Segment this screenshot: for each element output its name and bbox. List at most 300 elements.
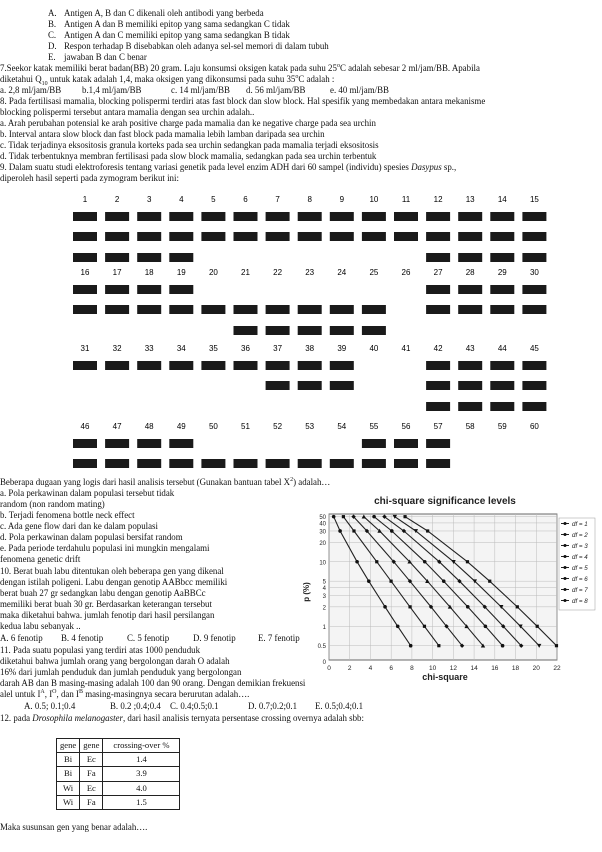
x-tick-label: 0 xyxy=(327,665,331,672)
y-tick-label: 50 xyxy=(319,515,326,522)
q10-stem: dengan istilah poligeni. Labu dengan genotip AABbcc memiliki xyxy=(0,577,228,587)
table-header: gene xyxy=(80,739,103,753)
zymogram-band xyxy=(298,326,322,335)
sample-label: 5 xyxy=(211,195,216,204)
zymogram-band xyxy=(426,439,450,448)
sample-label: 15 xyxy=(529,195,539,204)
zymogram-band xyxy=(266,381,290,390)
q10-option: D. 9 fenotip xyxy=(193,633,236,643)
q6-option-letter: B. xyxy=(48,19,57,29)
sample-label: 58 xyxy=(465,422,475,431)
zymogram-band xyxy=(490,232,514,241)
zymogram-band xyxy=(426,402,450,411)
zymogram-band xyxy=(201,459,225,468)
zymogram-band xyxy=(458,305,482,314)
x-tick-label: 2 xyxy=(347,665,352,672)
series-marker xyxy=(403,515,406,518)
zymogram-band xyxy=(137,459,161,468)
zymogram-band xyxy=(330,305,354,314)
crossing-over-table xyxy=(56,738,180,810)
zymogram-band xyxy=(137,439,161,448)
zymogram-band xyxy=(169,285,193,294)
table-cell: Bi xyxy=(57,767,80,781)
series-marker xyxy=(389,580,392,583)
table-row xyxy=(57,795,180,809)
series-marker xyxy=(466,560,469,563)
q7-option: d. 56 ml/jam/BB xyxy=(246,85,306,95)
legend-entry: df = 1 xyxy=(572,521,588,528)
zymogram-band xyxy=(522,402,546,411)
sample-label: 39 xyxy=(337,344,347,353)
sample-label: 44 xyxy=(497,344,507,353)
table-cell: 3.9 xyxy=(103,767,180,781)
zymogram-band xyxy=(137,253,161,262)
zymogram-band xyxy=(362,212,386,221)
zymogram-band xyxy=(490,381,514,390)
zymogram-band xyxy=(169,232,193,241)
q11-option: E. 0.5;0.4;0.1 xyxy=(315,701,364,711)
q10-option: E. 7 fenotip xyxy=(258,633,300,643)
legend-marker xyxy=(564,544,567,547)
sample-label: 10 xyxy=(369,195,379,204)
zymogram-band xyxy=(330,361,354,370)
sample-label: 29 xyxy=(497,268,507,277)
q9-option: d. Pola perkawinan dalam populasi bersifat random xyxy=(0,532,183,542)
zymogram-band xyxy=(362,459,386,468)
zymogram-band xyxy=(298,459,322,468)
sample-label: 37 xyxy=(273,344,283,353)
q11-stem: 16% dari jumlah penduduk dan jumlah penduduk yang bergolongan xyxy=(0,667,242,677)
sample-label: 59 xyxy=(497,422,507,431)
chart-title: chi-square significance levels xyxy=(374,496,516,507)
series-marker xyxy=(516,605,519,608)
sample-label: 16 xyxy=(80,268,90,277)
q9-stem-line1: 9. Dalam suatu studi elektroforesis tentang variasi genetik pada level enzim ADH dari 60 sampel (individu) spesies Dasypus sp., xyxy=(0,162,457,172)
series-marker xyxy=(466,605,470,609)
sample-label: 22 xyxy=(273,268,283,277)
zymogram-band xyxy=(522,232,546,241)
chi-square-chart xyxy=(295,492,597,688)
zymogram-band xyxy=(201,232,225,241)
table-header: crossing-over % xyxy=(103,739,180,753)
series-marker xyxy=(555,644,558,647)
series-marker xyxy=(342,515,345,518)
sample-label: 25 xyxy=(369,268,379,277)
q10-option: C. 5 fenotip xyxy=(127,633,170,643)
zymogram-band xyxy=(394,439,418,448)
q9-stem-line2: diperoleh hasil seperti pada zymogram berikut ini: xyxy=(0,173,179,183)
zymogram-band xyxy=(394,459,418,468)
q6-option-letter: A. xyxy=(48,8,57,18)
q9-option: fenomena genetic drift xyxy=(0,554,81,564)
q8-option: c. Tidak terjadinya eksositosis granula korteks pada sea urchin sedangkan pada mamalia terjadi eksositosis xyxy=(0,140,379,150)
zymogram-band xyxy=(266,232,290,241)
y-tick-label: 3 xyxy=(322,593,326,600)
table-cell: Wi xyxy=(57,781,80,795)
legend-marker xyxy=(564,566,567,569)
zymogram-band xyxy=(490,361,514,370)
sample-label: 40 xyxy=(369,344,379,353)
zymogram-band xyxy=(426,253,450,262)
q6-option-text: Antigen A dan C memiliki epitop yang sama sedangkan B tidak xyxy=(64,30,290,40)
zymogram-band xyxy=(105,285,129,294)
zymogram-band xyxy=(394,212,418,221)
legend-marker xyxy=(564,555,567,558)
q12-species: Drosophila melanogaster xyxy=(32,713,123,723)
x-tick-label: 6 xyxy=(389,665,393,672)
sample-label: 30 xyxy=(529,268,539,277)
legend-marker xyxy=(564,588,567,591)
zymogram-band xyxy=(426,212,450,221)
sample-label: 60 xyxy=(529,422,539,431)
zymogram-band xyxy=(73,361,97,370)
sample-label: 50 xyxy=(208,422,218,431)
zymogram-band xyxy=(490,212,514,221)
sample-label: 12 xyxy=(433,195,443,204)
x-tick-label: 20 xyxy=(532,665,540,672)
zymogram-band xyxy=(137,212,161,221)
zymogram-band xyxy=(362,439,386,448)
q6-option-text: jawaban B dan C benar xyxy=(64,52,147,62)
sample-label: 11 xyxy=(401,195,411,204)
zymogram-band xyxy=(426,459,450,468)
q8-option: d. Tidak terbentuknya membran fertilisasi pada slow block mamalia, sedangkan pada sea urchin terbentuk xyxy=(0,151,377,161)
q11-option: A. 0.5; 0.1;0.4 xyxy=(24,701,76,711)
series-marker xyxy=(338,529,342,533)
table-cell: Fa xyxy=(80,795,103,809)
sample-label: 38 xyxy=(305,344,315,353)
sample-label: 48 xyxy=(144,422,154,431)
x-tick-label: 16 xyxy=(491,665,499,672)
table-cell: 1.4 xyxy=(103,753,180,767)
sample-label: 51 xyxy=(241,422,250,431)
legend-entry: df = 5 xyxy=(572,565,588,572)
zymogram-band xyxy=(458,381,482,390)
sample-label: 47 xyxy=(112,422,122,431)
zymogram-band xyxy=(362,232,386,241)
sample-label: 49 xyxy=(176,422,186,431)
table-cell: Wi xyxy=(57,795,80,809)
zymogram-band xyxy=(394,232,418,241)
series-marker xyxy=(352,529,355,532)
sample-label: 3 xyxy=(146,195,152,204)
q11-option: B. 0.2 ;0.4;0.4 xyxy=(110,701,161,711)
zymogram-band xyxy=(330,381,354,390)
series-marker xyxy=(375,560,378,563)
legend-marker xyxy=(564,577,567,580)
q7-option: e. 40 ml/jam/BB xyxy=(330,85,389,95)
zymogram-band xyxy=(426,305,450,314)
zymogram-band xyxy=(266,361,290,370)
sample-label: 1 xyxy=(82,195,88,204)
zymogram-band xyxy=(105,439,129,448)
sample-label: 35 xyxy=(208,344,218,353)
zymogram-band xyxy=(169,212,193,221)
zymogram-band xyxy=(266,459,290,468)
q9-option: e. Pada periode terdahulu populasi ini mungkin mengalami xyxy=(0,543,210,553)
q6-option-letter: C. xyxy=(48,30,57,40)
sample-label: 52 xyxy=(273,422,283,431)
zymogram-band xyxy=(426,381,450,390)
zymogram-band xyxy=(73,305,97,314)
sample-label: 54 xyxy=(337,422,347,431)
sample-label: 34 xyxy=(176,344,186,353)
series-marker xyxy=(332,515,336,519)
zymogram-band xyxy=(169,305,193,314)
x-tick-label: 12 xyxy=(449,665,457,672)
zymogram-band xyxy=(522,361,546,370)
plot-area xyxy=(329,514,557,660)
table-cell: Fa xyxy=(80,767,103,781)
zymogram-band xyxy=(426,361,450,370)
sample-label: 4 xyxy=(179,195,184,204)
q12-stem-pre: 12. pada xyxy=(0,713,33,723)
zymogram-band xyxy=(201,361,225,370)
zymogram-band xyxy=(234,305,258,314)
series-marker xyxy=(390,529,394,533)
q6-option-letter: D. xyxy=(48,41,57,51)
legend-marker xyxy=(564,522,567,525)
zymogram-band xyxy=(73,232,97,241)
zymogram-band xyxy=(298,232,322,241)
sample-label: 19 xyxy=(176,268,186,277)
q10-stem: maka diketahui bahwa. jumlah fenotip dari hasil persilangan xyxy=(0,610,215,620)
y-tick-label: 1 xyxy=(322,624,326,631)
legend-entry: df = 6 xyxy=(572,576,588,583)
sample-label: 8 xyxy=(307,195,312,204)
q7-option: b.1,4 ml/jam/BB xyxy=(82,85,142,95)
y-tick-label: 40 xyxy=(319,521,326,528)
zymogram-band xyxy=(169,361,193,370)
y-tick-label: 5 xyxy=(322,579,326,586)
sample-label: 36 xyxy=(241,344,250,353)
table-header: gene xyxy=(57,739,80,753)
table-row xyxy=(57,781,180,795)
y-tick-label: 0.5 xyxy=(317,644,326,651)
zymogram-band xyxy=(201,305,225,314)
zymogram-band xyxy=(73,459,97,468)
table-cell: 4.0 xyxy=(103,781,180,795)
series-marker xyxy=(501,644,505,648)
q10-stem: berat buah 27 gr sedangkan labu dengan genotip AaBBCc xyxy=(0,588,206,598)
zymogram-band xyxy=(330,459,354,468)
q10-stem: 10. Berat buah labu ditentukan oleh beberapa gen yang dikenal xyxy=(0,566,224,576)
zymogram-band xyxy=(362,305,386,314)
zymogram-band xyxy=(169,439,193,448)
series-marker xyxy=(484,624,488,628)
sample-label: 2 xyxy=(114,195,120,204)
series-marker xyxy=(488,580,491,583)
zymogram-band xyxy=(298,305,322,314)
zymogram-band xyxy=(458,361,482,370)
zymogram-band xyxy=(330,212,354,221)
q11-stem: 11. Pada suatu populasi yang terdiri atas 1000 penduduk xyxy=(0,645,201,655)
q11-stem: diketahui bahwa jumlah orang yang bergolongan darah O adalah xyxy=(0,656,230,666)
zymogram-band xyxy=(458,232,482,241)
sample-label: 42 xyxy=(433,344,443,353)
zymogram-band xyxy=(266,212,290,221)
q11-stem: alel untuk $I^A$, $I^O$, dan $I^B$ masing-masingnya secara berurutan adalah…. xyxy=(0,689,250,699)
x-tick-label: 18 xyxy=(511,665,520,672)
q6-option-text: Respon terhadap B disebabkan oleh adanya sel-sel memori di dalam tubuh xyxy=(64,41,329,51)
sample-label: 7 xyxy=(275,195,280,204)
zymogram-band xyxy=(458,285,482,294)
table-cell: 1.5 xyxy=(103,795,180,809)
series-marker xyxy=(442,579,446,583)
q6-option-text: Antigen A dan B memiliki epitop yang sama sedangkan C tidak xyxy=(64,19,290,29)
x-tick-label: 22 xyxy=(553,665,561,672)
zymogram-band xyxy=(522,253,546,262)
q10-stem: memiliki berat buah 30 gr. Berdasarkan keterangan tersebut xyxy=(0,599,212,609)
zymogram-band xyxy=(234,459,258,468)
zymogram-band xyxy=(490,285,514,294)
x-tick-label: 8 xyxy=(410,665,414,672)
q7-option: c. 14 ml/jam/BB xyxy=(171,85,230,95)
y-tick-label: 20 xyxy=(319,540,326,547)
table-header-row xyxy=(57,739,180,753)
zymogram-band xyxy=(169,253,193,262)
y-tick-label: 10 xyxy=(319,560,326,567)
legend-entry: df = 4 xyxy=(572,554,588,561)
x-tick-label: 10 xyxy=(429,665,437,672)
zymogram-band xyxy=(105,232,129,241)
sample-label: 31 xyxy=(80,344,90,353)
q12-after: Maka susunsan gen yang benar adalah…. xyxy=(0,822,148,832)
zymogram-band xyxy=(298,361,322,370)
zymogram-band xyxy=(73,439,97,448)
q9-option: random (non random mating) xyxy=(0,499,105,509)
sample-label: 33 xyxy=(144,344,154,353)
q7-stem-line1: 7.Seekor katak memiliki berat badan(BB) 20 gram. Laju konsumsi oksigen katak pada suhu 25$^o$C adalah sebesar 2 ml/jam/BB. Apabila xyxy=(0,63,480,73)
zymogram-band xyxy=(490,402,514,411)
sample-label: 20 xyxy=(208,268,218,277)
q11-option: C. 0.4;0.5;0.1 xyxy=(170,701,219,711)
q11-stem: darah AB dan B masing-masing adalah 100 dan 90 orang. Dengan demikian frekuensi xyxy=(0,678,306,688)
zymogram-band xyxy=(234,326,258,335)
series-marker xyxy=(367,579,371,583)
q12-stem xyxy=(0,713,364,724)
zymogram-band xyxy=(137,285,161,294)
zymogram-band xyxy=(234,232,258,241)
q10-option: B. 4 fenotip xyxy=(61,633,104,643)
zymogram-band xyxy=(426,285,450,294)
series-marker xyxy=(383,605,387,609)
sample-label: 27 xyxy=(433,268,443,277)
q9-option: c. Ada gene flow dari dan ke dalam populasi xyxy=(0,521,158,531)
q11-option: D. 0.7;0.2;0.1 xyxy=(248,701,298,711)
zymogram-band xyxy=(362,326,386,335)
sample-label: 23 xyxy=(305,268,315,277)
y-tick-label: 30 xyxy=(319,529,326,536)
zymogram-band xyxy=(298,212,322,221)
series-marker xyxy=(355,560,359,564)
zymogram-band xyxy=(266,305,290,314)
table-cell: Ec xyxy=(80,781,103,795)
sample-label: 56 xyxy=(401,422,411,431)
sample-label: 41 xyxy=(401,344,411,353)
zymogram-band xyxy=(105,459,129,468)
zymogram-band xyxy=(73,253,97,262)
q6-option-text: Antigen A, B dan C dikenali oleh antibodi yang berbeda xyxy=(64,8,264,18)
series-marker xyxy=(423,625,426,628)
zymogram-band xyxy=(73,212,97,221)
series-marker xyxy=(437,644,440,647)
q9-after: Beberapa dugaan yang logis dari hasil analisis tersebut (Gunakan bantuan tabel $X^2$) adalah… xyxy=(0,477,331,487)
sample-label: 24 xyxy=(337,268,347,277)
sample-label: 55 xyxy=(369,422,379,431)
zymogram-band xyxy=(169,459,193,468)
sample-label: 6 xyxy=(243,195,248,204)
q9-option: b. Terjadi fenomena bottle neck effect xyxy=(0,510,135,520)
sample-label: 26 xyxy=(401,268,411,277)
y-tick-label: 0 xyxy=(322,660,326,666)
zymogram-band xyxy=(137,232,161,241)
zymogram-band xyxy=(73,285,97,294)
series-marker xyxy=(396,624,400,628)
legend-entry: df = 3 xyxy=(572,543,588,550)
series-marker xyxy=(426,529,429,532)
table-row xyxy=(57,767,180,781)
zymogram-band xyxy=(522,285,546,294)
zymogram-band xyxy=(137,361,161,370)
q8-stem-line2: blocking polispermi tersebut antara mamalia dengan sea urchin adalah.. xyxy=(0,107,255,117)
q8-stem-line1: 8. Pada fertilisasi mamalia, blocking polispermi terdiri atas fast block dan slow block. Hal spesifik yang membedakan antara mekanisme xyxy=(0,96,486,106)
legend-entry: df = 7 xyxy=(572,587,588,594)
zymogram-band xyxy=(330,326,354,335)
zymogram-band xyxy=(458,212,482,221)
series-marker xyxy=(536,625,539,628)
zymogram-band xyxy=(105,361,129,370)
sample-label: 14 xyxy=(497,195,507,204)
zymogram-band xyxy=(490,305,514,314)
sample-label: 46 xyxy=(80,422,90,431)
y-tick-label: 2 xyxy=(322,605,326,612)
q12-stem-post: , dari hasil analisis ternyata persentase crossing overnya adalah sbb: xyxy=(122,713,364,723)
legend-entry: df = 8 xyxy=(572,598,588,605)
q10-stem: kedua labu sebanyak .. xyxy=(0,621,81,631)
sample-label: 21 xyxy=(241,268,250,277)
sample-label: 32 xyxy=(112,344,122,353)
q10-option: A. 6 fenotip xyxy=(0,633,43,643)
sample-label: 57 xyxy=(433,422,443,431)
zymogram-band xyxy=(298,381,322,390)
sample-label: 17 xyxy=(112,268,122,277)
zymogram-band xyxy=(105,212,129,221)
zymogram-band xyxy=(330,232,354,241)
x-tick-label: 4 xyxy=(368,665,373,672)
sample-label: 18 xyxy=(144,268,154,277)
q7-stem-line2: diketahui $Q_{10}$ untuk katak adalah 1,4, maka oksigen yang dikonsumsi pada suhu 35$^o$C adalah : xyxy=(0,74,335,87)
sample-label: 53 xyxy=(305,422,315,431)
q8-option: a. Arah perubahan potensial ke arah positive charge pada mamalia dan ke negative charge pada sea urchin xyxy=(0,118,376,128)
zymogram-band xyxy=(234,212,258,221)
series-marker xyxy=(372,515,376,519)
y-tick-label: 4 xyxy=(322,585,326,592)
zymogram-band xyxy=(105,305,129,314)
series-marker xyxy=(409,644,413,648)
zymogram-band xyxy=(458,402,482,411)
sample-label: 13 xyxy=(465,195,475,204)
table-row xyxy=(57,753,180,767)
zymogram-band xyxy=(522,305,546,314)
zymogram-band xyxy=(105,253,129,262)
q9-option: a. Pola perkawinan dalam populasi tersebut tidak xyxy=(0,488,175,498)
x-tick-label: 14 xyxy=(470,665,478,672)
legend-entry: df = 2 xyxy=(572,532,588,539)
zymogram-band xyxy=(201,212,225,221)
table-cell: Ec xyxy=(80,753,103,767)
q8-option: b. Interval antara slow block dan fast block pada mamalia lebih lamban daripada sea urchin xyxy=(0,129,325,139)
